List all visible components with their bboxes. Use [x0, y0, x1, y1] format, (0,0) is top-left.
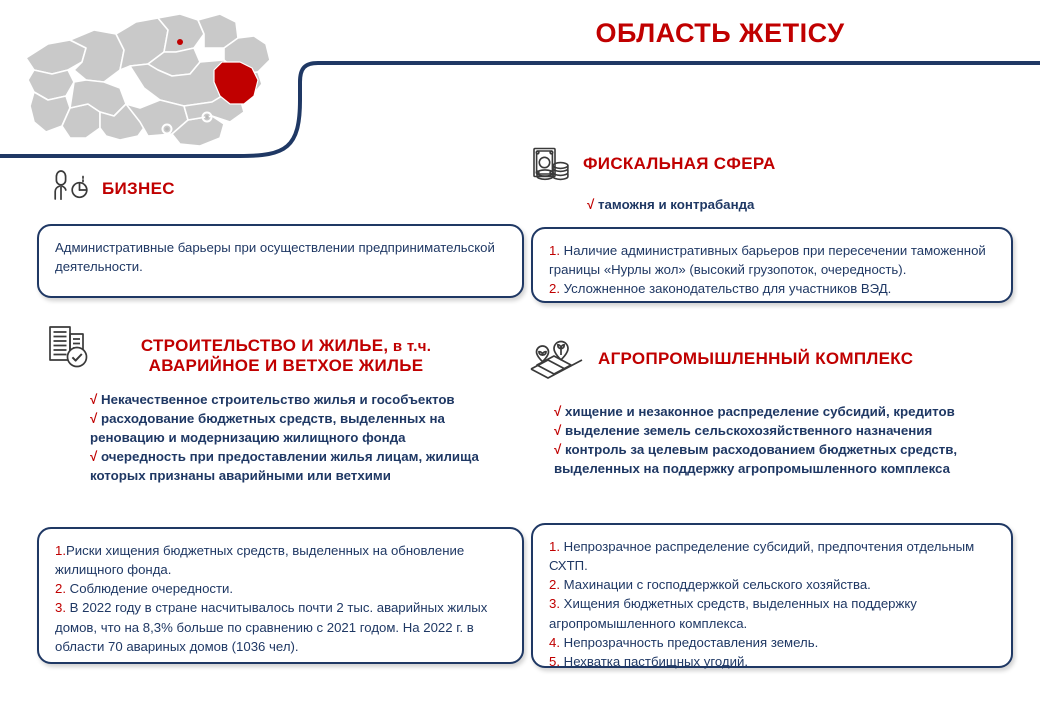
section-construction	[46, 320, 516, 485]
construction-bullet-3	[90, 448, 510, 486]
agro-bullet-2-text: выделение земель сельскохозяйственного назначения	[565, 422, 933, 438]
check-icon: √	[90, 410, 98, 426]
section-construction-title	[96, 320, 476, 375]
fiscal-bullet-1-text: таможня и контрабанда	[598, 197, 755, 212]
business-problem-line: Административные барьеры при осуществлении предпринимательской деятельности.	[55, 240, 495, 275]
section-fiscal-title: ФИСКАЛЬНАЯ СФЕРА	[583, 154, 776, 173]
construction-problem-box	[37, 527, 524, 664]
section-fiscal	[531, 145, 1001, 215]
person-pie-chart-icon	[52, 166, 94, 209]
kazakhstan-map	[8, 4, 288, 154]
agro-bullet-3	[554, 441, 1002, 479]
farmland-pins-icon	[528, 338, 584, 389]
section-business	[52, 166, 472, 209]
construction-bullet-1-text: Некачественное строительство жилья и гособъектов	[101, 392, 455, 407]
agro-problem-line-2: 2. Махинации с господдержкой сельского хозяйства.	[549, 577, 871, 593]
agro-bullet-1-text: хищение и незаконное распределение субсидий, кредитов	[565, 404, 955, 419]
section-business-title: БИЗНЕС	[102, 179, 175, 198]
check-icon: √	[554, 441, 562, 457]
kazakhstan-map-svg	[8, 4, 288, 154]
fiscal-problem-box	[531, 227, 1013, 303]
construction-title-line2: АВАРИЙНОЕ И ВЕТХОЕ ЖИЛЬЕ	[148, 355, 424, 375]
section-agro	[528, 338, 1018, 479]
fiscal-problem-line-2: 2. Усложненное законодательство для участников ВЭД.	[549, 281, 892, 297]
construction-bullet-2-text: расходование бюджетных средств, выделенных на реновацию и модернизацию жилищного фонда	[90, 410, 445, 445]
agro-problem-line-3: 3. Хищения бюджетных средств, выделенных на поддержку агропромышленного комплекса.	[549, 596, 917, 631]
buildings-check-icon	[46, 320, 102, 377]
construction-title-line1: СТРОИТЕЛЬСТВО И ЖИЛЬЕ,	[140, 336, 389, 355]
construction-bullet-1	[90, 391, 510, 410]
check-icon: √	[587, 197, 595, 212]
fiscal-bullet-1	[587, 196, 1001, 215]
agro-problem-line-1: 1. Непрозрачное распределение субсидий, предпочтения отдельным СХТП.	[549, 539, 975, 574]
construction-problem-line-1: 1.Риски хищения бюджетных средств, выделенных на обновление жилищного фонда.	[55, 543, 465, 578]
check-icon: √	[90, 392, 98, 407]
business-problem-box	[37, 224, 524, 298]
construction-problem-line-2: 2. Соблюдение очередности.	[55, 581, 234, 597]
page-title: ОБЛАСТЬ ЖЕТІСУ	[595, 18, 845, 48]
construction-bullet-3-text: очередность при предоставлении жилья лицам, жилища которых признаны аварийными или ветхими	[90, 448, 479, 483]
construction-problem-line-3: 3. В 2022 году в стране насчитывалось почти 2 тыс. аварийных жилых домов, что на 8,3% больше по сравнению с 2021 годом. На 2022 г. в области 70 авариных домов (1036 чел).	[55, 600, 488, 654]
construction-title-line1-small: в т.ч.	[388, 338, 432, 355]
agro-problem-line-5: 5. Нехватка пастбищных угодий.	[549, 653, 748, 669]
fiscal-problem-line-1: 1. Наличие административных барьеров при пересечении таможенной границы «Нурлы жол» (высокий грузопоток, очередность).	[549, 243, 986, 278]
agro-problem-box	[531, 523, 1013, 668]
construction-bullet-2	[90, 410, 510, 448]
agro-bullet-3-text: контроль за целевым расходованием бюджетных средств, выделенных на поддержку агропромышленного комплекса	[554, 441, 958, 476]
agro-bullet-1	[554, 403, 1002, 422]
capital-marker	[177, 39, 183, 45]
section-agro-title: АГРОПРОМЫШЛЕННЫЙ КОМПЛЕКС	[598, 349, 914, 368]
money-coins-icon	[531, 145, 573, 190]
check-icon: √	[90, 448, 98, 464]
check-icon: √	[554, 404, 562, 419]
agro-problem-line-4: 4. Непрозрачность предоставления земель.	[549, 634, 819, 650]
check-icon: √	[554, 422, 562, 438]
agro-bullet-2	[554, 422, 1002, 441]
